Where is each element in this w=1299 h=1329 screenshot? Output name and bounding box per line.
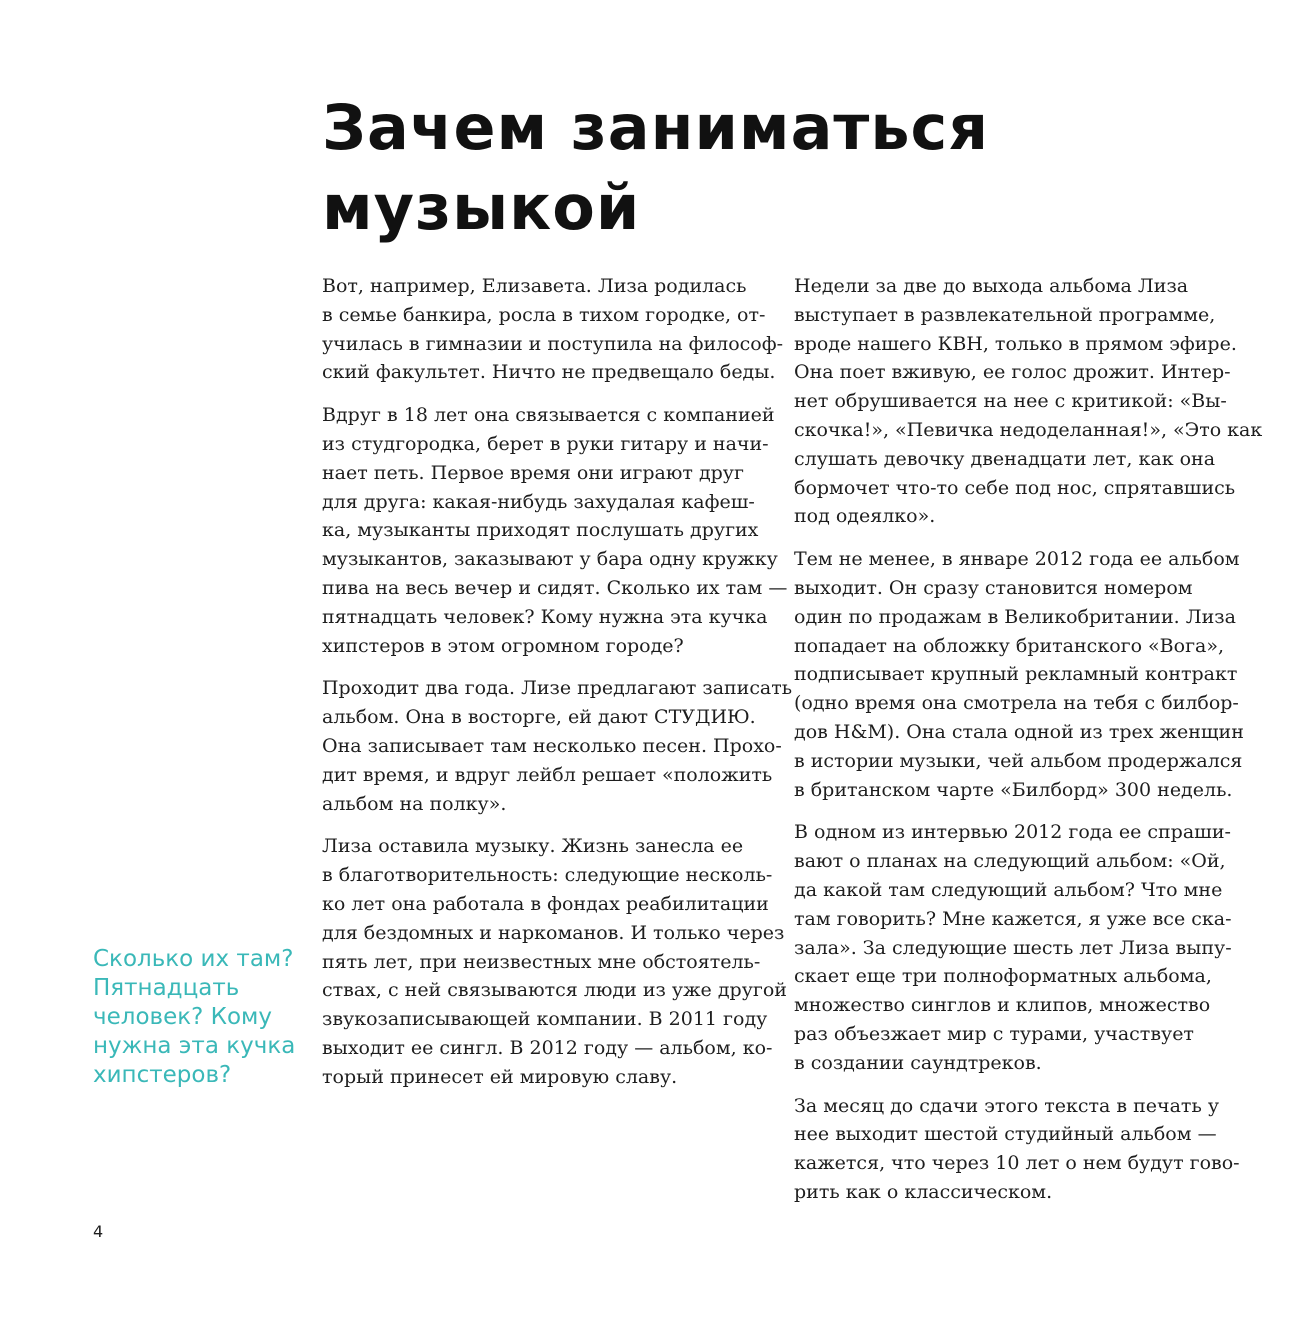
text-line: скочка!», «Певичка недоделанная!», «Это как bbox=[794, 418, 1263, 441]
text-line: пять лет, при неизвестных мне обстоятель- bbox=[322, 950, 761, 973]
title-line: музыкой bbox=[322, 171, 641, 244]
right-text-column bbox=[794, 272, 1264, 1221]
text-line: За месяц до сдачи этого текста в печать у bbox=[794, 1094, 1220, 1117]
text-line: альбом. Она в восторге, ей дают СТУДИЮ. bbox=[322, 706, 756, 729]
text-line: выходит. Он сразу становится номером bbox=[794, 576, 1193, 599]
text-line: нает петь. Первое время они играют друг bbox=[322, 461, 744, 484]
text-line: ствах, с ней связываются люди из уже другой bbox=[322, 979, 787, 1002]
text-line: вают о планах на следующий альбом: «Ой, bbox=[794, 850, 1226, 873]
text-line: Лиза оставила музыку. Жизнь занесла ее bbox=[322, 835, 744, 858]
text-line: пятнадцать человек? Кому нужна эта кучка bbox=[322, 605, 768, 628]
text-line: ка, музыканты приходят послушать других bbox=[322, 519, 759, 542]
pull-quote-line: человек? Кому bbox=[93, 1004, 272, 1030]
left-text-column bbox=[322, 272, 792, 1106]
text-line: бормочет что-то себе под нос, спрятавшись bbox=[794, 476, 1236, 499]
text-line: альбом на полку». bbox=[322, 792, 507, 815]
text-line: торый принесет ей мировую славу. bbox=[322, 1065, 678, 1088]
text-line: в истории музыки, чей альбом продержался bbox=[794, 749, 1243, 772]
text-line: училась в гимназии и поступила на философ- bbox=[322, 332, 784, 355]
text-line: зала». За следующие шесть лет Лиза выпу- bbox=[794, 936, 1232, 959]
text-line: в британском чарте «Билборд» 300 недель. bbox=[794, 778, 1233, 801]
paragraph bbox=[322, 272, 792, 387]
paragraph bbox=[794, 818, 1264, 1077]
text-line: дит время, и вдруг лейбл решает «положить bbox=[322, 763, 773, 786]
text-line: Она поет вживую, ее голос дрожит. Интер- bbox=[794, 361, 1231, 384]
text-line: Она записывает там несколько песен. Прохо- bbox=[322, 734, 782, 757]
text-line: в семье банкира, росла в тихом городке, от- bbox=[322, 303, 766, 326]
text-line: рить как о классическом. bbox=[794, 1180, 1053, 1203]
text-line: выступает в развлекательной программе, bbox=[794, 303, 1216, 326]
paragraph bbox=[322, 832, 792, 1091]
text-line: в создании саундтреков. bbox=[794, 1051, 1042, 1074]
paragraph bbox=[794, 1092, 1264, 1207]
text-line: Вот, например, Елизавета. Лиза родилась bbox=[322, 275, 747, 297]
pull-quote-line: Пятнадцать bbox=[93, 975, 240, 1001]
text-line: кажется, что через 10 лет о нем будут гово- bbox=[794, 1152, 1240, 1175]
text-line: нее выходит шестой студийный альбом — bbox=[794, 1123, 1217, 1146]
text-line: под одеялко». bbox=[794, 505, 936, 528]
pull-quote-line: Сколько их там? bbox=[93, 946, 294, 972]
text-line: раз объезжает мир с турами, участвует bbox=[794, 1022, 1194, 1045]
paragraph bbox=[794, 545, 1264, 804]
text-line: Вдруг в 18 лет она связывается с компанией bbox=[322, 404, 775, 427]
text-line: да какой там следующий альбом? Что мне bbox=[794, 878, 1223, 901]
text-line: музыкантов, заказывают у бара одну кружку bbox=[322, 548, 778, 571]
text-line: нет обрушивается на нее с критикой: «Вы- bbox=[794, 390, 1227, 413]
text-line: подписывает крупный рекламный контракт bbox=[794, 663, 1238, 686]
pull-quote-line: нужна эта кучка bbox=[93, 1033, 296, 1059]
text-line: звукозаписывающей компании. В 2011 году bbox=[322, 1008, 768, 1031]
pull-quote-line: хипстеров? bbox=[93, 1062, 232, 1088]
text-line: выходит ее сингл. В 2012 году — альбом, ко- bbox=[322, 1036, 773, 1059]
text-line: Тем не менее, в январе 2012 года ее альбом bbox=[794, 548, 1240, 571]
pull-quote bbox=[93, 945, 308, 1090]
text-line: В одном из интервью 2012 года ее спраши- bbox=[794, 821, 1231, 844]
text-line: в благотворительность: следующие несколь- bbox=[322, 864, 773, 887]
text-line: дов H&M). Она стала одной из трех женщин bbox=[794, 720, 1244, 743]
text-line: множество синглов и клипов, множество bbox=[794, 994, 1211, 1017]
text-line: Недели за две до выхода альбома Лиза bbox=[794, 275, 1189, 297]
text-line: ский факультет. Ничто не предвещало беды. bbox=[322, 361, 776, 384]
text-line: из студгородка, берет в руки гитару и начи- bbox=[322, 432, 769, 455]
paragraph bbox=[322, 401, 792, 660]
text-line: скает еще три полноформатных альбома, bbox=[794, 965, 1212, 988]
text-line: для бездомных и наркоманов. И только через bbox=[322, 921, 785, 944]
page-title bbox=[322, 88, 1222, 248]
paragraph bbox=[322, 674, 792, 818]
text-line: попадает на обложку британского «Вога», bbox=[794, 634, 1225, 657]
text-line: (одно время она смотрела на тебя с билбор- bbox=[794, 692, 1239, 715]
text-line: один по продажам в Великобритании. Лиза bbox=[794, 605, 1236, 628]
title-line: Зачем заниматься bbox=[322, 91, 990, 164]
text-line: пива на весь вечер и сидят. Сколько их там — bbox=[322, 576, 788, 599]
text-line: там говорить? Мне кажется, я уже все ска- bbox=[794, 907, 1232, 930]
paragraph bbox=[794, 272, 1264, 531]
text-line: слушать девочку двенадцати лет, как она bbox=[794, 447, 1216, 470]
text-line: ко лет она работала в фондах реабилитации bbox=[322, 892, 769, 915]
text-line: хипстеров в этом огромном городе? bbox=[322, 634, 684, 657]
text-line: вроде нашего КВН, только в прямом эфире. bbox=[794, 332, 1237, 355]
text-line: Проходит два года. Лизе предлагают записать bbox=[322, 677, 793, 700]
text-line: для друга: какая-нибудь захудалая кафеш- bbox=[322, 490, 755, 513]
page-number: 4 bbox=[93, 1222, 104, 1241]
